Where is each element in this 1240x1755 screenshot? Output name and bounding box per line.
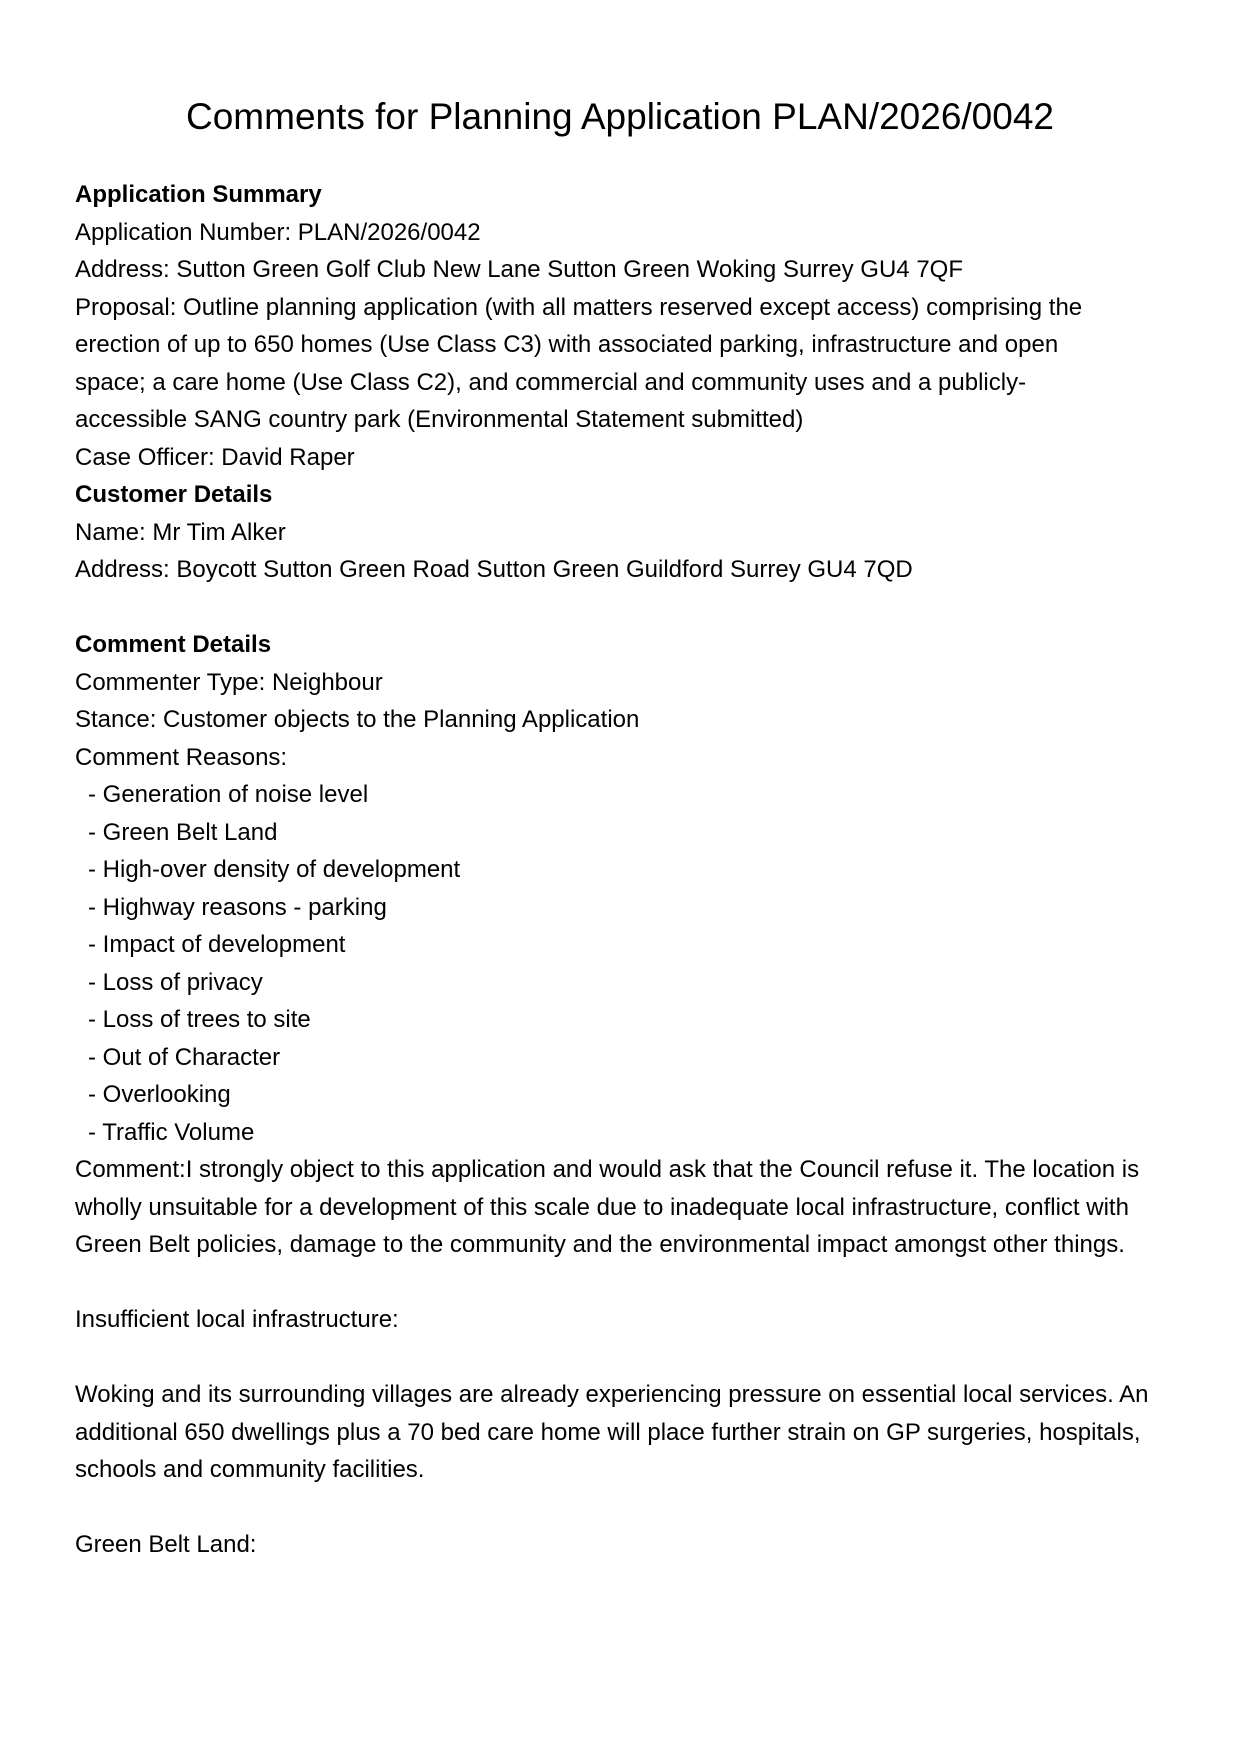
customer-name: Name: Mr Tim Alker (75, 518, 286, 546)
infrastructure-heading: Insufficient local infrastructure: (75, 1306, 399, 1333)
commenter-type: Commenter Type: Neighbour (75, 668, 383, 696)
case-officer: Case Officer: David Raper (75, 443, 355, 471)
stance: Stance: Customer objects to the Planning Application (75, 706, 640, 733)
application-summary-section (75, 176, 1175, 476)
application-number: Application Number: PLAN/2026/0042 (75, 218, 481, 246)
list-item: - Generation of noise level (88, 781, 369, 808)
list-item: - Loss of privacy (88, 968, 263, 996)
customer-address: Address: Boycott Sutton Green Road Sutton Green Guildford Surrey GU4 7QD (75, 556, 913, 583)
application-address: Address: Sutton Green Golf Club New Lane Sutton Green Woking Surrey GU4 7QF (75, 256, 963, 283)
infrastructure-text: Woking and its surrounding villages are already experiencing pressure on essential local services. An additional 650 dwellings plus a 70 bed care home will place further strain on GP surgeries, hospitals, schools and community facilities. (75, 1381, 1149, 1483)
customer-details-heading: Customer Details (75, 481, 273, 508)
application-proposal: Proposal: Outline planning application (with all matters reserved except access) comprising the erection of up to 650 homes (Use Class C3) with associated parking, infrastructure and open space; a care home (Use Class C2), and commercial and community uses and a publicly-accessible SANG country park (Environmental Statement submitted) (75, 293, 1083, 433)
application-summary-heading: Application Summary (75, 181, 322, 208)
list-item: - Out of Character (88, 1043, 281, 1071)
comment-reasons-label: Comment Reasons: (75, 743, 288, 771)
list-item: - Overlooking (88, 1081, 231, 1108)
customer-details-section (75, 476, 1175, 589)
list-item: - Loss of trees to site (88, 1006, 311, 1033)
comment-details-heading: Comment Details (75, 631, 272, 658)
list-item: - Green Belt Land (88, 818, 278, 846)
list-item: - Impact of development (88, 931, 346, 958)
list-item: - High-over density of development (88, 856, 461, 883)
page-title: Comments for Planning Application PLAN/2026/0042 (186, 96, 1054, 137)
comment-details-section (75, 626, 1175, 1564)
list-item: - Highway reasons - parking (88, 893, 387, 921)
list-item: - Traffic Volume (88, 1118, 255, 1146)
comment-text: Comment:I strongly object to this application and would ask that the Council refuse it. The location is wholly unsuitable for a development of this scale due to inadequate local infrastructure, conflict with Green Belt policies, damage to the community and the environmental impact amongst other things. (75, 1156, 1140, 1258)
green-belt-heading: Green Belt Land: (75, 1531, 257, 1558)
comment-reasons-list (75, 776, 1175, 1151)
document-page (75, 92, 1175, 1558)
